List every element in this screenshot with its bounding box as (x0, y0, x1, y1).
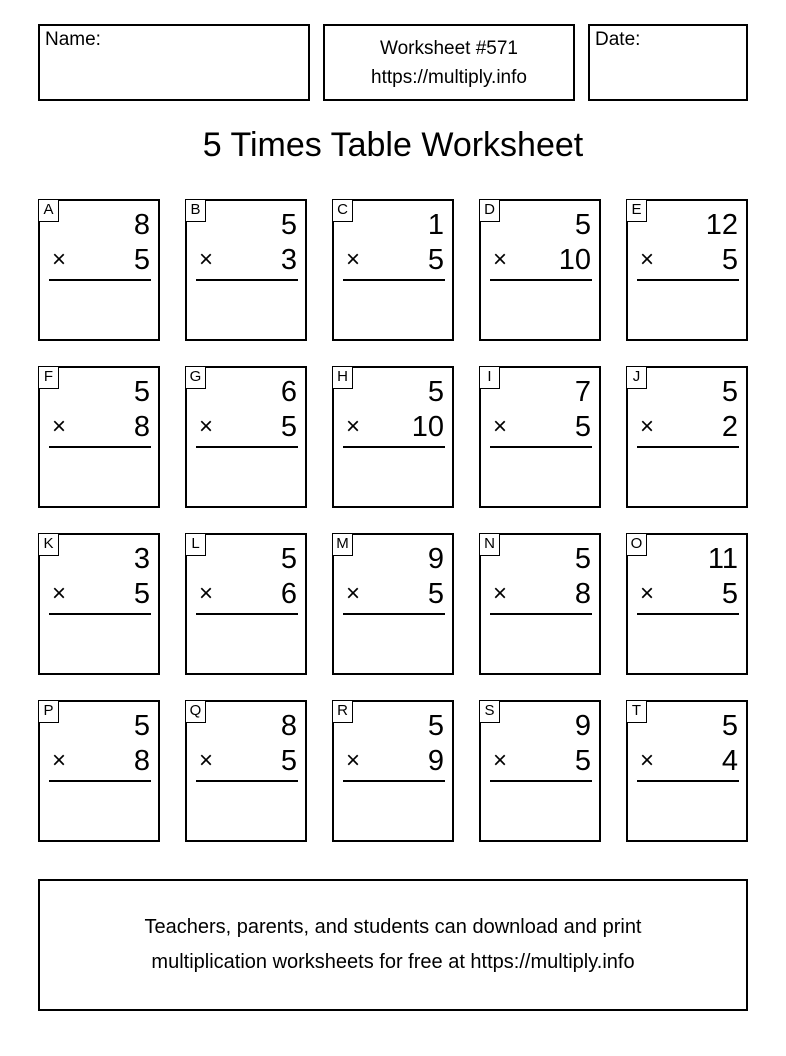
problem-m (332, 533, 454, 675)
times-sign: × (346, 580, 361, 607)
worksheet-url: https://multiply.info (371, 66, 527, 88)
problem-o (626, 533, 748, 675)
problem-letter: D (479, 199, 500, 222)
problem-letter: A (38, 199, 59, 222)
answer-line (196, 613, 298, 615)
multiplicand: 7 (574, 376, 591, 408)
multiplier: 5 (133, 578, 150, 610)
answer-line (637, 613, 739, 615)
problem-c (332, 199, 454, 341)
answer-line (637, 780, 739, 782)
problem-letter: O (626, 533, 647, 556)
name-label: Name: (45, 29, 101, 50)
multiplier: 8 (574, 578, 591, 610)
answer-line (490, 279, 592, 281)
problem-b (185, 199, 307, 341)
multiplicand: 9 (574, 710, 591, 742)
answer-line (637, 446, 739, 448)
multiplier: 5 (133, 244, 150, 276)
answer-line (490, 613, 592, 615)
multiplicand: 5 (427, 376, 444, 408)
multiplicand: 3 (133, 543, 150, 575)
multiplier: 6 (280, 578, 297, 610)
multiplier: 8 (133, 411, 150, 443)
page-title: 5 Times Table Worksheet (202, 126, 584, 164)
times-sign: × (493, 246, 508, 273)
problem-l (185, 533, 307, 675)
problem-letter: R (332, 700, 353, 723)
answer-line (490, 780, 592, 782)
multiplier: 4 (721, 745, 738, 777)
problem-letter: N (479, 533, 500, 556)
multiplier: 5 (574, 411, 591, 443)
times-sign: × (52, 747, 67, 774)
times-sign: × (640, 413, 655, 440)
footer-note (38, 879, 748, 1011)
times-sign: × (640, 246, 655, 273)
name-box (38, 24, 310, 101)
multiplier: 5 (721, 578, 738, 610)
problem-h (332, 366, 454, 508)
problem-p (38, 700, 160, 842)
times-sign: × (640, 580, 655, 607)
multiplier: 10 (558, 244, 591, 276)
multiplier: 2 (721, 411, 738, 443)
problem-letter: C (332, 199, 353, 222)
problem-letter: I (479, 366, 500, 389)
answer-line (343, 446, 445, 448)
problem-letter: K (38, 533, 59, 556)
date-label: Date: (595, 29, 641, 50)
problem-letter: B (185, 199, 206, 222)
multiplier: 5 (427, 578, 444, 610)
problem-letter: G (185, 366, 206, 389)
multiplicand: 5 (574, 209, 591, 241)
problem-letter: E (626, 199, 647, 222)
multiplier: 10 (411, 411, 444, 443)
problem-i (479, 366, 601, 508)
multiplier: 5 (721, 244, 738, 276)
multiplier: 5 (280, 745, 297, 777)
answer-line (343, 613, 445, 615)
multiplier: 3 (280, 244, 297, 276)
multiplier: 5 (280, 411, 297, 443)
times-sign: × (52, 413, 67, 440)
multiplicand: 5 (574, 543, 591, 575)
multiplicand: 5 (280, 543, 297, 575)
times-sign: × (640, 747, 655, 774)
problem-j (626, 366, 748, 508)
answer-line (196, 446, 298, 448)
footer-line-1: Teachers, parents, and students can download and print (144, 916, 642, 938)
problem-d (479, 199, 601, 341)
problem-letter: J (626, 366, 647, 389)
multiplicand: 6 (280, 376, 297, 408)
times-sign: × (52, 246, 67, 273)
times-sign: × (346, 747, 361, 774)
times-sign: × (199, 747, 214, 774)
problem-letter: Q (185, 700, 206, 723)
answer-line (49, 446, 151, 448)
multiplicand: 5 (721, 710, 738, 742)
times-sign: × (346, 413, 361, 440)
problem-letter: T (626, 700, 647, 723)
answer-line (490, 446, 592, 448)
problem-n (479, 533, 601, 675)
answer-line (637, 279, 739, 281)
times-sign: × (346, 246, 361, 273)
problem-letter: L (185, 533, 206, 556)
times-sign: × (52, 580, 67, 607)
problem-f (38, 366, 160, 508)
problem-e (626, 199, 748, 341)
multiplicand: 5 (133, 710, 150, 742)
multiplicand: 11 (707, 543, 738, 575)
problem-g (185, 366, 307, 508)
times-sign: × (199, 246, 214, 273)
times-sign: × (493, 747, 508, 774)
answer-line (343, 780, 445, 782)
multiplier: 5 (574, 745, 591, 777)
answer-line (343, 279, 445, 281)
footer-line-2: multiplication worksheets for free at https://multiply.info (151, 951, 635, 973)
multiplicand: 5 (133, 376, 150, 408)
problem-letter: M (332, 533, 353, 556)
multiplier: 9 (427, 745, 444, 777)
problem-letter: H (332, 366, 353, 389)
multiplicand: 5 (427, 710, 444, 742)
answer-line (49, 613, 151, 615)
answer-line (196, 279, 298, 281)
times-sign: × (199, 413, 214, 440)
worksheet-number: Worksheet #571 (379, 37, 518, 59)
answer-line (49, 780, 151, 782)
problem-a (38, 199, 160, 341)
multiplicand: 8 (280, 710, 297, 742)
problem-k (38, 533, 160, 675)
problem-letter: F (38, 366, 59, 389)
multiplier: 5 (427, 244, 444, 276)
problem-s (479, 700, 601, 842)
answer-line (49, 279, 151, 281)
multiplicand: 5 (280, 209, 297, 241)
worksheet-id-box (323, 24, 575, 101)
multiplicand: 12 (705, 209, 738, 241)
problem-r (332, 700, 454, 842)
answer-line (196, 780, 298, 782)
problem-t (626, 700, 748, 842)
multiplicand: 1 (427, 209, 444, 241)
problem-letter: S (479, 700, 500, 723)
date-box (588, 24, 748, 101)
multiplicand: 9 (427, 543, 444, 575)
problem-q (185, 700, 307, 842)
problem-letter: P (38, 700, 59, 723)
times-sign: × (493, 580, 508, 607)
times-sign: × (199, 580, 214, 607)
multiplier: 8 (133, 745, 150, 777)
multiplicand: 5 (721, 376, 738, 408)
times-sign: × (493, 413, 508, 440)
multiplicand: 8 (133, 209, 150, 241)
